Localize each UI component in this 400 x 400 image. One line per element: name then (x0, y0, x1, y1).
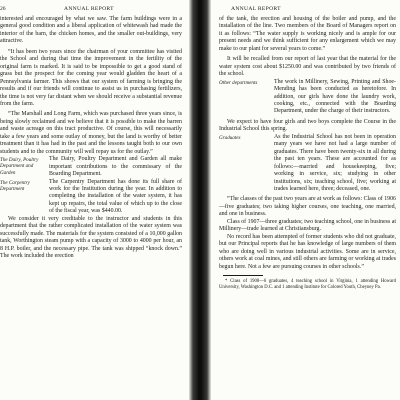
side-heading: Other departments (219, 79, 258, 86)
book-gutter (189, 0, 211, 400)
paragraph: The Dairy, Poultry Department and Garden all make important contributions to the commissary of the Boarding Department. (49, 156, 182, 178)
graduates-section (219, 134, 396, 194)
paragraph: We expect to have four girls and two boys complete the Course in the Industrial School this spring. (219, 118, 396, 133)
paragraph: Class of 1907—three graduates; two teaching school, one in business at Millinery—trade learned at Christiansburg. (219, 218, 396, 233)
right-page (211, 0, 400, 400)
side-heading: The Carpentry Department (0, 179, 30, 192)
right-page-body (219, 16, 396, 400)
paragraph: “It has been two years since the chairman of your committee has visited the School and during that time the improvement in the fertility of the original farm is marked. It is said to be impossible to get a good stand of grass but the prospect for the coming year would gladden the heart of a Pennsylvania farmer. This shows that our system of farming is bringing the results and if our friends will continue to assist us in purchasing fertilizers, the time is not very far distant when we should receive a substantial revenue from the farm. (0, 48, 182, 107)
side-heading: Graduates (219, 134, 241, 141)
paragraph: We consider it very creditable to the instructor and students in this department that the rather complicated installation of the water system was successfully made. The materials for the system consisted of a 10,000 gallon tank, Worthington steam pump with a capacity of 3000 to 4000 per hour, an 8 H.P. boiler, and the necessary pipe. The tank was shipped “knock down.” The work included the erection (0, 215, 182, 260)
paragraph: “The classes of the past two years are at work as follows: Class of 1906—five graduates; two taking higher courses, one teaching, one married, and one in business. (219, 196, 396, 218)
paragraph: “The Marshall and Long Farm, which was purchased three years since, is being slowly reclaimed and we believe that it is possible to make the barren and waste acreage on this tract productive. Of course, this will necessarily take a few years and some outlay of money, but the land is worthy of better treatment than it has had in the past and the lessons taught both to our own students and to the community will well repay us for the outlay.” (0, 111, 182, 155)
other-departments-section (219, 79, 396, 116)
left-page-body (0, 16, 182, 400)
paragraph: interested and encouraged by what we saw. The farm buildings were in a general good condition and a liberal application of whitewash had made the interior of the barn, the chicken homes, and the smaller out-buildings, very attractive. (0, 16, 182, 45)
running-head: ANNUAL REPORT (231, 6, 281, 12)
carpentry-section (0, 179, 182, 216)
left-page (0, 0, 189, 400)
dairy-section (0, 156, 182, 178)
paragraph: As the Industrial School has not been in operation many years we have not had a large number of graduates. There have been twenty-six in all during the past ten years. These are accounted for as follows:—married and housekeeping, five; working in service, six; studying in other institutions, six; teaching school, five; working at trades learned here, three; deceased, one. (274, 133, 396, 192)
page-number: 26 (0, 6, 6, 12)
side-heading: The Dairy, Poultry Department and Garden (0, 157, 39, 176)
paragraph: It will be recalled from our report of last year that the material for the water system cost about $1250.00 and was contributed by two friends of the school. (219, 56, 396, 78)
footnote-rule (223, 275, 263, 276)
running-head: ANNUAL REPORT (64, 6, 114, 12)
footnote: * Class of 1908—6 graduates, 4 teaching school in Virginia, 1 attending Howard University, Washington D.C. and 1 attending Institute for Colored Youth, Cheyney Pa. (219, 278, 396, 290)
paragraph: of the tank, the erection and housing of the boiler and pump, and the installation of the line. Two members of the Board of Managers report on it as follows: “The water supply is working nicely and is ample for our present needs and we think sufficient for any enlargement which we may make to our plant for several years to come.” (219, 16, 396, 52)
paragraph: The Carpentry Department has done its full share of work for the Institution during the year. In addition to completing the installation of the water system, it has kept up repairs, the total value of which up to the close of the fiscal year, was $440.00. (49, 178, 182, 215)
paragraph: The work in Millinery, Sewing, Printing and Shoe-Mending has been conducted as heretofore. In addition, our girls have done the laundry work, cooking, etc., connected with the Boarding Department, under the charge of their instructors. (274, 78, 396, 115)
paragraph: No record has been attempted of former students who did not graduate, but our Principal reports that he has knowledge of large numbers of them who are doing well in various industrial activities. Some are in service, others work at coal mines, and still others are farming or working at trades begun here. Not a few are pursuing courses in other schools.” (219, 233, 396, 270)
